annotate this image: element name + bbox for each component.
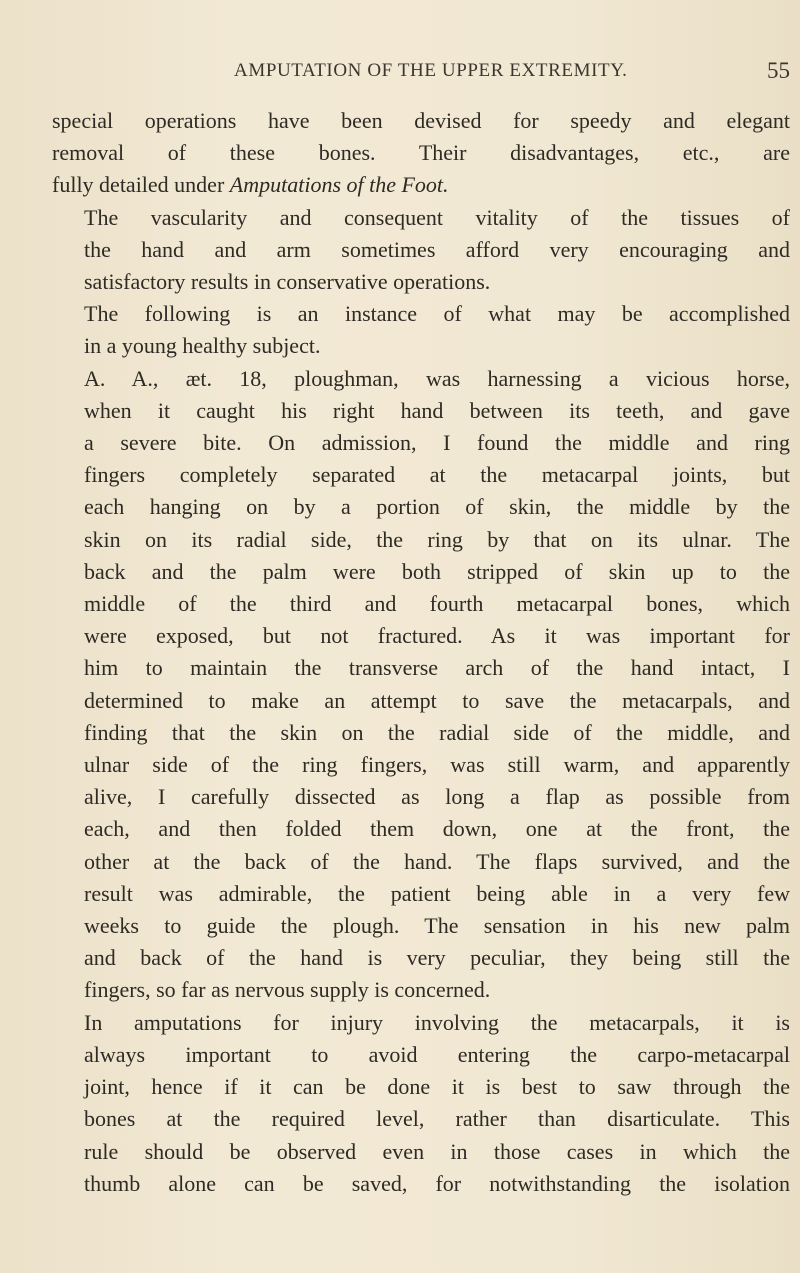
text-line: removal of these bones. Their disadvantages, etc., are (52, 140, 790, 166)
text-line: a severe bite. On admission, I found the middle and ring (84, 430, 790, 456)
text-line: bones at the required level, rather than disarticulate. This (84, 1106, 790, 1132)
text-line: result was admirable, the patient being able in a very few (84, 880, 790, 906)
text-line: weeks to guide the plough. The sensation in his new palm (84, 913, 790, 939)
text-line: rule should be observed even in those cases in which the (84, 1138, 790, 1164)
paragraph-4 (52, 363, 790, 1007)
paragraph-3 (52, 298, 790, 362)
text-line: The following is an instance of what may be accomplished (84, 301, 790, 327)
text-line: alive, I carefully dissected as long a flap as possible from (84, 784, 790, 810)
text-line: The vascularity and consequent vitality of the tissues of (84, 204, 790, 230)
text-line: always important to avoid entering the carpo-metacarpal (84, 1041, 790, 1067)
running-title: AMPUTATION OF THE UPPER EXTREMITY. (234, 60, 628, 81)
paragraph-5 (52, 1007, 790, 1200)
text-line: thumb alone can be saved, for notwithstanding the isolation (84, 1170, 790, 1196)
text-line: fingers, so far as nervous supply is concerned. (84, 977, 491, 1003)
text-line: him to maintain the transverse arch of the hand intact, I (84, 655, 790, 681)
text-line: were exposed, but not fractured. As it was important for (84, 623, 790, 649)
page-header (106, 58, 790, 92)
text-line: finding that the skin on the radial side of the middle, and (84, 719, 790, 745)
text-line: A. A., æt. 18, ploughman, was harnessing a vicious horse, (84, 365, 790, 391)
text-line: each, and then folded them down, one at the front, the (84, 816, 790, 842)
text-line: ulnar side of the ring fingers, was still warm, and apparently (84, 752, 790, 778)
text-line: middle of the third and fourth metacarpal bones, which (84, 591, 790, 617)
text-fragment: fully detailed under (52, 172, 230, 198)
text-line: fingers completely separated at the metacarpal joints, but (84, 462, 790, 488)
text-line (52, 169, 790, 201)
text-line: satisfactory results in conservative operations. (84, 269, 491, 295)
text-line: and back of the hand is very peculiar, they being still the (84, 945, 790, 971)
italic-reference: Amputations of the Foot. (229, 172, 449, 198)
text-line: back and the palm were both stripped of skin up to the (84, 558, 790, 584)
paragraph-2 (52, 202, 790, 299)
text-line: In amputations for injury involving the metacarpals, it is (84, 1009, 790, 1035)
body-text (52, 105, 790, 1200)
text-line: each hanging on by a portion of skin, the middle by the (84, 494, 790, 520)
text-line: when it caught his right hand between its teeth, and gave (84, 397, 790, 423)
text-line: skin on its radial side, the ring by that on its ulnar. The (84, 526, 790, 552)
text-line: other at the back of the hand. The flaps survived, and the (84, 848, 790, 874)
paragraph-1 (52, 105, 790, 202)
text-line: determined to make an attempt to save the metacarpals, and (84, 687, 790, 713)
text-line: the hand and arm sometimes afford very encouraging and (84, 236, 790, 262)
text-line: in a young healthy subject. (84, 333, 321, 359)
text-line: special operations have been devised for speedy and elegant (52, 108, 790, 133)
text-line: joint, hence if it can be done it is best to saw through the (84, 1074, 790, 1100)
page-number: 55 (767, 58, 790, 83)
